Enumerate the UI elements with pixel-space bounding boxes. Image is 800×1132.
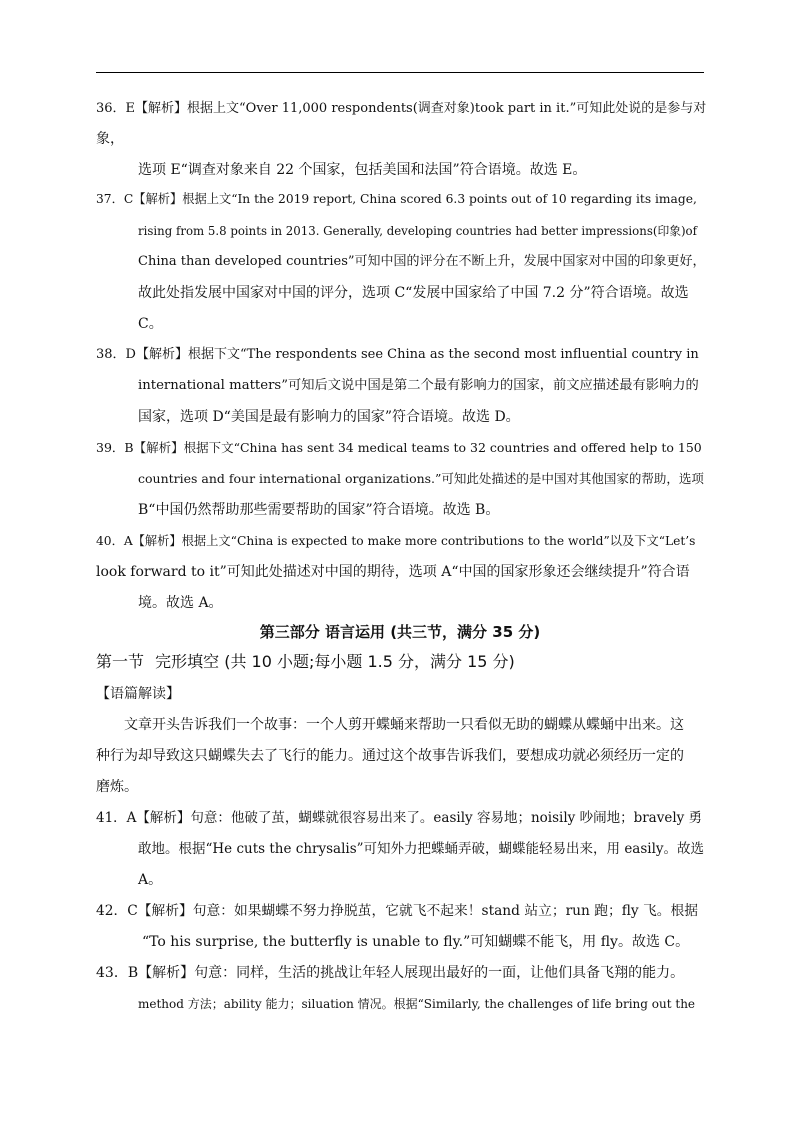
answer-38-line-2: international matters”可知后文说中国是第二个最有影响力的国家，前文应描述最有影响力的 xyxy=(138,378,699,393)
answer-39-line-1: 39．B【解析】根据下文“China has sent 34 medical teams to 32 countries and offered help to 150 xyxy=(96,440,702,455)
answer-36-line-1: 36．E【解析】根据上文“Over 11,000 respondents(调查对象)took part in it.”可知此处说的是参与对 xyxy=(96,101,707,116)
header-rule xyxy=(96,72,704,73)
answer-41-line-1: 41．A【解析】句意：他破了茧，蝴蝶就很容易出来了。easily 容易地；noisily 吵闹地；bravely 勇 xyxy=(96,810,703,826)
section1-name: 第一节 xyxy=(96,652,145,671)
answer-40-line-3: 境。故选 A。 xyxy=(138,595,223,611)
answer-39-line-2: countries and four international organizations.”可知此处描述的是中国对其他国家的帮助，选项 xyxy=(138,471,704,486)
reading-line-1: 文章开头告诉我们一个故事：一个人剪开蝶蛹来帮助一只看似无助的蝴蝶从蝶蛹中出来。这 xyxy=(124,717,684,733)
section1-desc: (共 10 小题;每小题 1.5 分，满分 15 分) xyxy=(224,652,515,671)
answer-37-line-2: rising from 5.8 points in 2013. Generally, developing countries had better impressions(印象)of xyxy=(138,224,697,238)
answer-36-line-3: 选项 E“调查对象来自 22 个国家，包括美国和法国”符合语境。故选 E。 xyxy=(138,162,587,178)
answer-37-line-1: 37．C【解析】根据上文“In the 2019 report, China scored 6.3 points out of 10 regarding its image, xyxy=(96,192,697,206)
answer-43-line-1: 43．B【解析】句意：同样，生活的挑战让年轻人展现出最好的一面，让他们具备飞翔的能力。 xyxy=(96,965,685,981)
answer-40-line-1: 40．A【解析】根据上文“China is expected to make more contributions to the world”以及下文“Let’s xyxy=(96,534,696,548)
answer-36-line-2: 象， xyxy=(96,131,124,147)
answer-41-line-2: 敢地。根据“He cuts the chrysalis”可知外力把蝶蛹弄破，蝴蝶能轻易出来，用 easily。故选 xyxy=(138,841,705,857)
section1-heading xyxy=(96,652,515,672)
answer-42-line-2: “To his surprise, the butterfly is unable to fly.”可知蝴蝶不能飞，用 fly。故选 C。 xyxy=(142,934,690,950)
reading-line-3: 磨炼。 xyxy=(96,779,138,795)
answer-42-line-1: 42．C【解析】句意：如果蝴蝶不努力挣脱茧，它就飞不起来！stand 站立；run 跑；fly 飞。根据 xyxy=(96,903,699,919)
answer-38-line-1: 38．D【解析】根据下文“The respondents see China as the second most influential country in xyxy=(96,347,699,362)
section1-title: 完形填空 xyxy=(155,652,220,671)
answer-37-line-3: China than developed countries”可知中国的评分在不断上升，发展中国家对中国的印象更好， xyxy=(138,254,706,269)
answer-38-line-3: 国家，选项 D“美国是最有影响力的国家”符合语境。故选 D。 xyxy=(138,409,520,425)
reading-label: 【语篇解读】 xyxy=(96,686,180,702)
answer-40-line-2: look forward to it”可知此处描述对中国的期待，选项 A“中国的国家形象还会继续提升”符合语 xyxy=(96,564,690,580)
answer-43-line-2: method 方法；ability 能力；siluation 情况。根据“Similarly, the challenges of life bring out the xyxy=(138,997,696,1011)
part3-heading: 第三部分 语言运用 (共三节，满分 35 分) xyxy=(259,623,541,641)
reading-line-2: 种行为却导致这只蝴蝶失去了飞行的能力。通过这个故事告诉我们，要想成功就必须经历一定的 xyxy=(96,748,684,764)
answer-37-line-5: C。 xyxy=(138,316,163,332)
answer-37-line-4: 故此处指发展中国家对中国的评分，选项 C“发展中国家给了中国 7.2 分”符合语境。故选 xyxy=(138,285,689,301)
answer-41-line-3: A。 xyxy=(138,872,163,888)
answer-39-line-3: B“中国仍然帮助那些需要帮助的国家”符合语境。故选 B。 xyxy=(138,502,500,518)
